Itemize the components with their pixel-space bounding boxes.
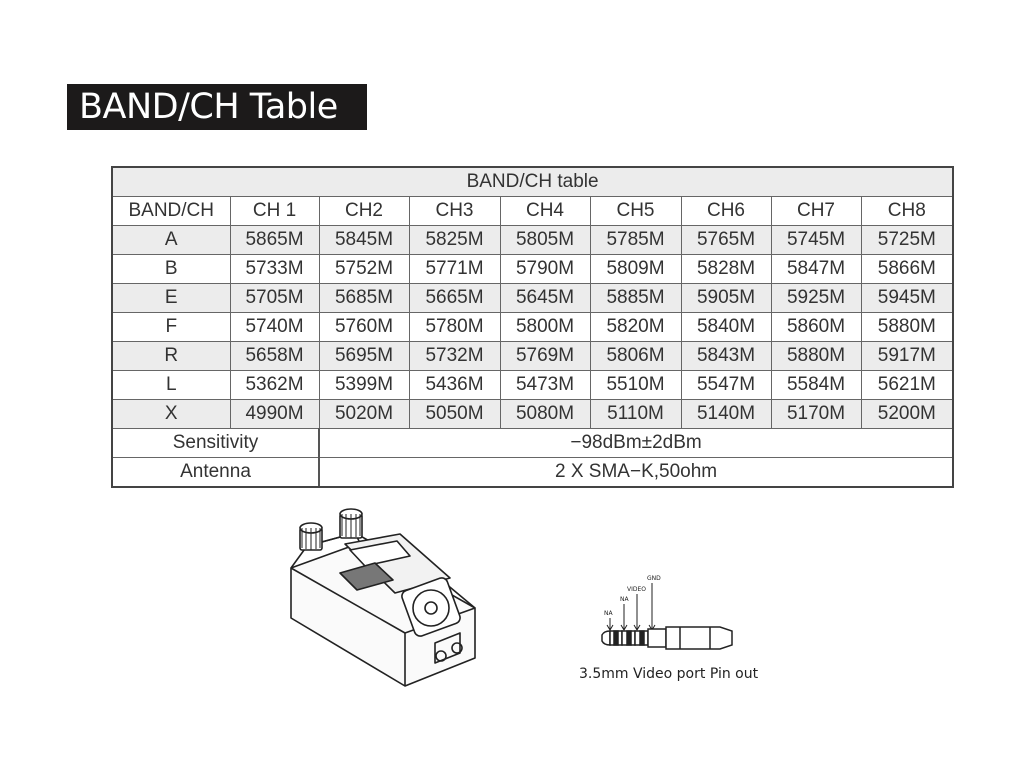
frequency-cell: 5809M [590, 255, 681, 284]
header-ch7: CH7 [771, 197, 861, 226]
frequency-cell: 5658M [230, 342, 319, 371]
frequency-cell: 5866M [861, 255, 953, 284]
frequency-cell: 5820M [590, 313, 681, 342]
table-caption: BAND/CH table [112, 167, 953, 197]
band-cell: A [112, 226, 230, 255]
frequency-cell: 5547M [681, 371, 771, 400]
pin-label-video: VIDEO [627, 586, 647, 593]
frequency-cell: 5665M [409, 284, 500, 313]
frequency-cell: 5621M [861, 371, 953, 400]
header-ch5: CH5 [590, 197, 681, 226]
frequency-cell: 5845M [319, 226, 409, 255]
pin-label-gnd: GND [647, 575, 661, 582]
frequency-cell: 5080M [500, 400, 590, 429]
table-row [112, 284, 953, 313]
table-header-row [112, 197, 953, 226]
header-band-ch: BAND/CH [112, 197, 230, 226]
band-cell: E [112, 284, 230, 313]
frequency-cell: 5865M [230, 226, 319, 255]
pinout-caption: 3.5mm Video port Pin out [579, 666, 759, 682]
frequency-cell: 5740M [230, 313, 319, 342]
frequency-cell: 5885M [590, 284, 681, 313]
pin-label-na-1: NA [604, 610, 613, 617]
sensitivity-row [112, 429, 953, 458]
frequency-cell: 5725M [861, 226, 953, 255]
antenna-label: Antenna [112, 458, 319, 488]
band-channel-table [111, 166, 954, 488]
frequency-cell: 5685M [319, 284, 409, 313]
frequency-cell: 5732M [409, 342, 500, 371]
header-ch2: CH2 [319, 197, 409, 226]
frequency-cell: 5800M [500, 313, 590, 342]
frequency-cell: 5436M [409, 371, 500, 400]
frequency-cell: 5745M [771, 226, 861, 255]
frequency-cell: 5780M [409, 313, 500, 342]
sensitivity-label: Sensitivity [112, 429, 319, 458]
antenna-row [112, 458, 953, 488]
receiver-device-image [285, 508, 485, 693]
frequency-cell: 5843M [681, 342, 771, 371]
frequency-cell: 5828M [681, 255, 771, 284]
table-row [112, 371, 953, 400]
band-cell: F [112, 313, 230, 342]
frequency-cell: 5860M [771, 313, 861, 342]
header-ch1: CH 1 [230, 197, 319, 226]
frequency-cell: 5140M [681, 400, 771, 429]
frequency-cell: 5790M [500, 255, 590, 284]
sensitivity-value: −98dBm±2dBm [319, 429, 953, 458]
table-row [112, 342, 953, 371]
header-ch3: CH3 [409, 197, 500, 226]
frequency-cell: 5806M [590, 342, 681, 371]
table-row [112, 400, 953, 429]
frequency-cell: 5362M [230, 371, 319, 400]
frequency-cell: 5645M [500, 284, 590, 313]
band-cell: R [112, 342, 230, 371]
frequency-cell: 5584M [771, 371, 861, 400]
frequency-cell: 5020M [319, 400, 409, 429]
antenna-value: 2 X SMA−K,50ohm [319, 458, 953, 488]
frequency-cell: 5880M [771, 342, 861, 371]
frequency-cell: 5785M [590, 226, 681, 255]
frequency-cell: 5925M [771, 284, 861, 313]
frequency-cell: 5769M [500, 342, 590, 371]
pin-label-na-2: NA [620, 596, 629, 603]
frequency-cell: 5050M [409, 400, 500, 429]
frequency-cell: 5825M [409, 226, 500, 255]
frequency-cell: 5847M [771, 255, 861, 284]
frequency-cell: 5510M [590, 371, 681, 400]
frequency-cell: 5473M [500, 371, 590, 400]
frequency-cell: 5399M [319, 371, 409, 400]
frequency-cell: 5110M [590, 400, 681, 429]
frequency-cell: 5200M [861, 400, 953, 429]
table-row [112, 255, 953, 284]
frequency-cell: 5752M [319, 255, 409, 284]
band-cell: B [112, 255, 230, 284]
frequency-cell: 5695M [319, 342, 409, 371]
frequency-cell: 5917M [861, 342, 953, 371]
frequency-cell: 5840M [681, 313, 771, 342]
page-title: BAND/CH Table [67, 84, 367, 130]
frequency-cell: 5765M [681, 226, 771, 255]
table-row [112, 226, 953, 255]
header-ch8: CH8 [861, 197, 953, 226]
av-jack-pinout-diagram [570, 568, 745, 663]
frequency-cell: 4990M [230, 400, 319, 429]
header-ch4: CH4 [500, 197, 590, 226]
frequency-cell: 5170M [771, 400, 861, 429]
frequency-cell: 5705M [230, 284, 319, 313]
frequency-cell: 5733M [230, 255, 319, 284]
frequency-cell: 5771M [409, 255, 500, 284]
frequency-cell: 5945M [861, 284, 953, 313]
frequency-cell: 5880M [861, 313, 953, 342]
frequency-cell: 5760M [319, 313, 409, 342]
table-row [112, 313, 953, 342]
frequency-cell: 5905M [681, 284, 771, 313]
header-ch6: CH6 [681, 197, 771, 226]
band-cell: X [112, 400, 230, 429]
band-cell: L [112, 371, 230, 400]
frequency-cell: 5805M [500, 226, 590, 255]
